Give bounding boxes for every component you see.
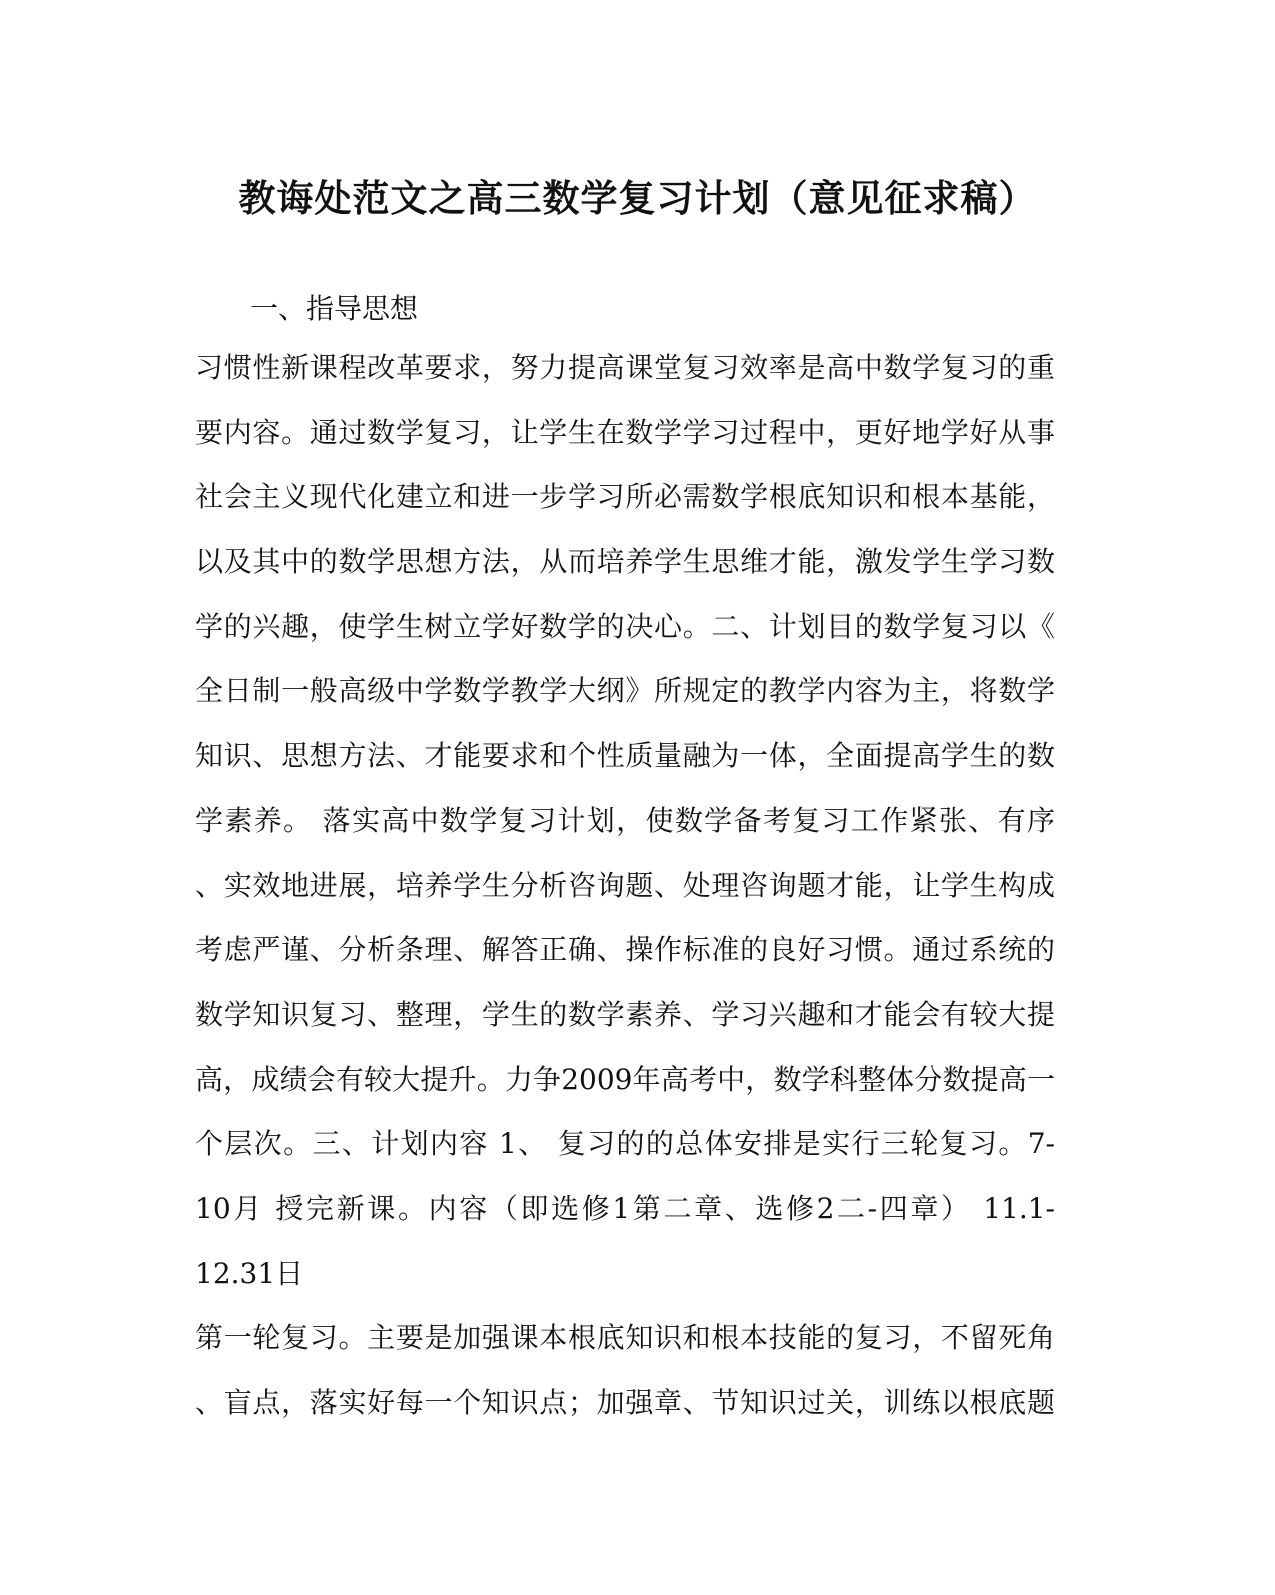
text-line: 知识、思想方法、才能要求和个性质量融为一体，全面提高学生的数	[195, 739, 1055, 773]
text-line: 全日制一般高级中学数学教学大纲》所规定的教学内容为主，将数学	[195, 674, 1055, 708]
text-line: 第一轮复习。主要是加强课本根底知识和根本技能的复习，不留死角	[195, 1321, 1055, 1355]
text-line: 社会主义现代化建立和进一步学习所必需数学根底知识和根本基能，	[195, 480, 1055, 514]
text-line: 习惯性新课程改革要求，努力提高课堂复习效率是高中数学复习的重	[195, 351, 1055, 384]
text-line: 12.31日	[195, 1256, 304, 1290]
text-line: 、盲点，落实好每一个知识点；加强章、节知识过关，训练以根底题	[195, 1386, 1055, 1419]
text-line: 学的兴趣，使学生树立学好数学的决心。二、计划目的数学复习以《	[195, 609, 1055, 643]
text-line: 个层次。三、计划内容 1、 复习的的总体安排是实行三轮复习。7-	[195, 1127, 1055, 1161]
section-heading: 一、指导思想	[250, 292, 419, 325]
text-line: 考虑严谨、分析条理、解答正确、操作标准的良好习惯。通过系统的	[195, 933, 1055, 967]
text-line: 高，成绩会有较大提升。力争2009年高考中，数学科整体分数提高一	[195, 1062, 1055, 1096]
body-text	[195, 344, 1055, 1444]
text-line: 学素养。 落实高中数学复习计划，使数学备考复习工作紧张、有序	[195, 803, 1055, 837]
text-line: 要内容。通过数学复习，让学生在数学学习过程中，更好地学好从事	[195, 415, 1055, 449]
document-title: 教诲处范文之高三数学复习计划（意见征求稿）	[238, 176, 1037, 220]
text-line: 以及其中的数学思想方法，从而培养学生思维才能，激发学生学习数	[195, 545, 1055, 579]
text-line: 、实效地进展，培养学生分析咨询题、处理咨询题才能，让学生构成	[195, 868, 1055, 902]
text-line: 10月 授完新课。内容（即选修1第二章、选修2二-四章） 11.1-	[195, 1191, 1055, 1225]
text-line: 数学知识复习、整理，学生的数学素养、学习兴趣和才能会有较大提	[195, 997, 1055, 1031]
